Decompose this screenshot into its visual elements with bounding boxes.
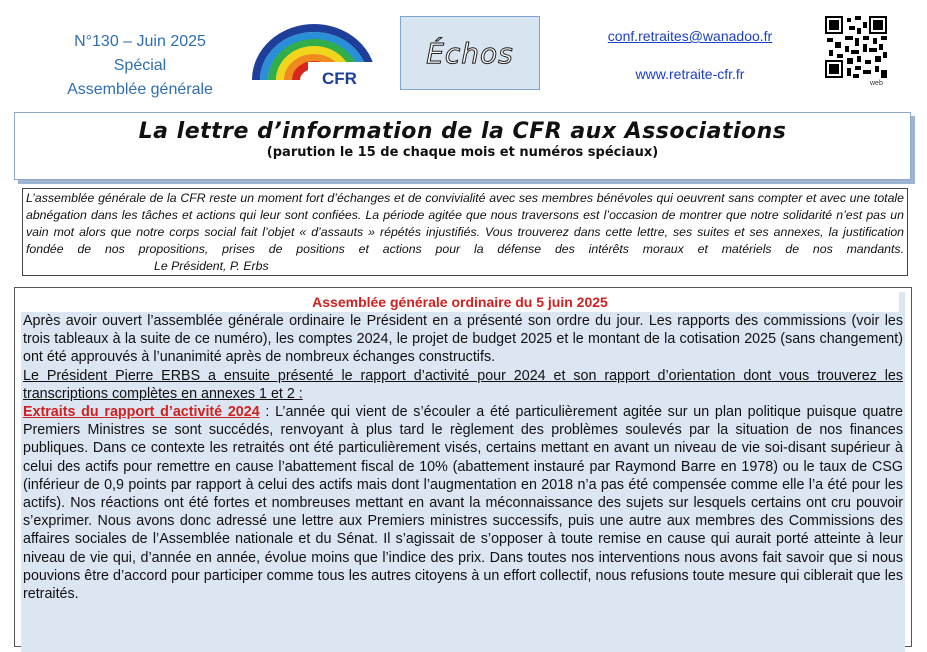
- intro-box: [22, 188, 908, 276]
- issue-number: N°130 – Juin 2025: [74, 33, 206, 50]
- extract-text: L’année qui vient de s’écouler a été particulièrement agitée sur un plan politique puisque quatre Premiers Ministres se sont succédés, renvoyant à plus tard le règlement des problèmes soulevés par la situation de nos finances publiques. Dans ce contexte les retraités ont été particulièrement visés, certains mettant en avant un niveau de vie soi-disant supérieur à celui des actifs pour remettre en cause l’abattement fiscal de 10% (abattement instauré par Raymond Barre en 1978) ou le taux de CSG (inférieur de 0,9 points par rapport à celui des actifs mais dont l’augmentation en 2018 n’a pas été compensée comme elle l’a été pour les actifs). Nos réactions ont été fortes et nombreuses mettant en avant la méconnaissance des sujets sur lesquels certains ont cru pouvoir s’exprimer. Nous avons donc adressé une lettre aux Premiers ministres successifs, puis une autre aux membres des Commissions des affaires sociales de l’Assemblée nationale et du Sénat. Il s’agissait de s’opposer à toute remise en cause qui aurait porté atteinte à leur niveau de vie qui, d’année en année, évolue moins que l’indice des prix. Dans toutes nos interventions nous avons fait savoir que si nous pouvions être d’accord pour participer comme tous les autres citoyens à un effort collectif, nous refusions toute mesure qui ciblerait que les retraités.: [23, 404, 904, 603]
- extract-label: Extraits du rapport d’activité 2024: [23, 404, 260, 421]
- page-title: La lettre d’information de la CFR aux Associations: [138, 119, 787, 144]
- extract-separator: :: [259, 404, 276, 421]
- article-paragraph-3: [23, 403, 903, 603]
- president-signature: Le Président, P. Erbs: [154, 259, 269, 273]
- issue-event: Assemblée générale: [67, 81, 213, 98]
- qr-code-icon: [825, 16, 887, 78]
- website-link[interactable]: www.retraite-cfr.fr: [635, 66, 745, 82]
- echos-badge: [400, 16, 540, 90]
- article-box: [14, 287, 912, 647]
- email-link[interactable]: conf.retraites@wanadoo.fr: [607, 28, 773, 44]
- echos-label: Échos: [426, 36, 514, 70]
- article-content: [21, 292, 905, 652]
- article-paragraph-1: Après avoir ouvert l’assemblée générale ordinaire le Président en a présenté son ordre du jour. Les rapports des commissions (voir les trois tableaux à la suite de ce numéro), les comptes 2024, le projet de budget 2025 et le montant de la cotisation 2025 (sans changement) ont été approuvés à l’unanimité après de nombreux échanges constructifs.: [23, 313, 903, 366]
- logo-text: CFR: [322, 69, 357, 88]
- article-heading: Assemblée générale ordinaire du 5 juin 2025: [21, 292, 899, 312]
- issue-info: [40, 30, 240, 102]
- qr-label: web: [870, 80, 883, 87]
- page-subtitle: (parution le 15 de chaque mois et numéros spéciaux): [266, 145, 659, 160]
- issue-special: Spécial: [113, 57, 167, 74]
- intro-text: L’assemblée générale de la CFR reste un moment fort d’échanges et de convivialité avec ses membres bénévoles qui oeuvrent sans compter et avec une totale abnégation dans les tâches et actions qui leur sont confiées. La période agitée que nous traversons est l’occasion de montrer que notre solidarité n’est pas un vain mot alors que notre corps social fait l’objet « d’assauts » répétés injustifiés. Vous trouverez dans cette lettre, ses suites et ses annexes, la justification fondée de nos propositions, prises de positions et actions pour la défense des intérêts moraux et matériels de nos mandants.: [26, 191, 904, 256]
- cfr-rainbow-logo: [248, 18, 378, 90]
- article-paragraph-2: Le Président Pierre ERBS a ensuite présenté le rapport d’activité pour 2024 et son rapport d’orientation dont vous trouverez les transcriptions complètes en annexes 1 et 2 :: [23, 367, 903, 402]
- title-box: [14, 112, 911, 180]
